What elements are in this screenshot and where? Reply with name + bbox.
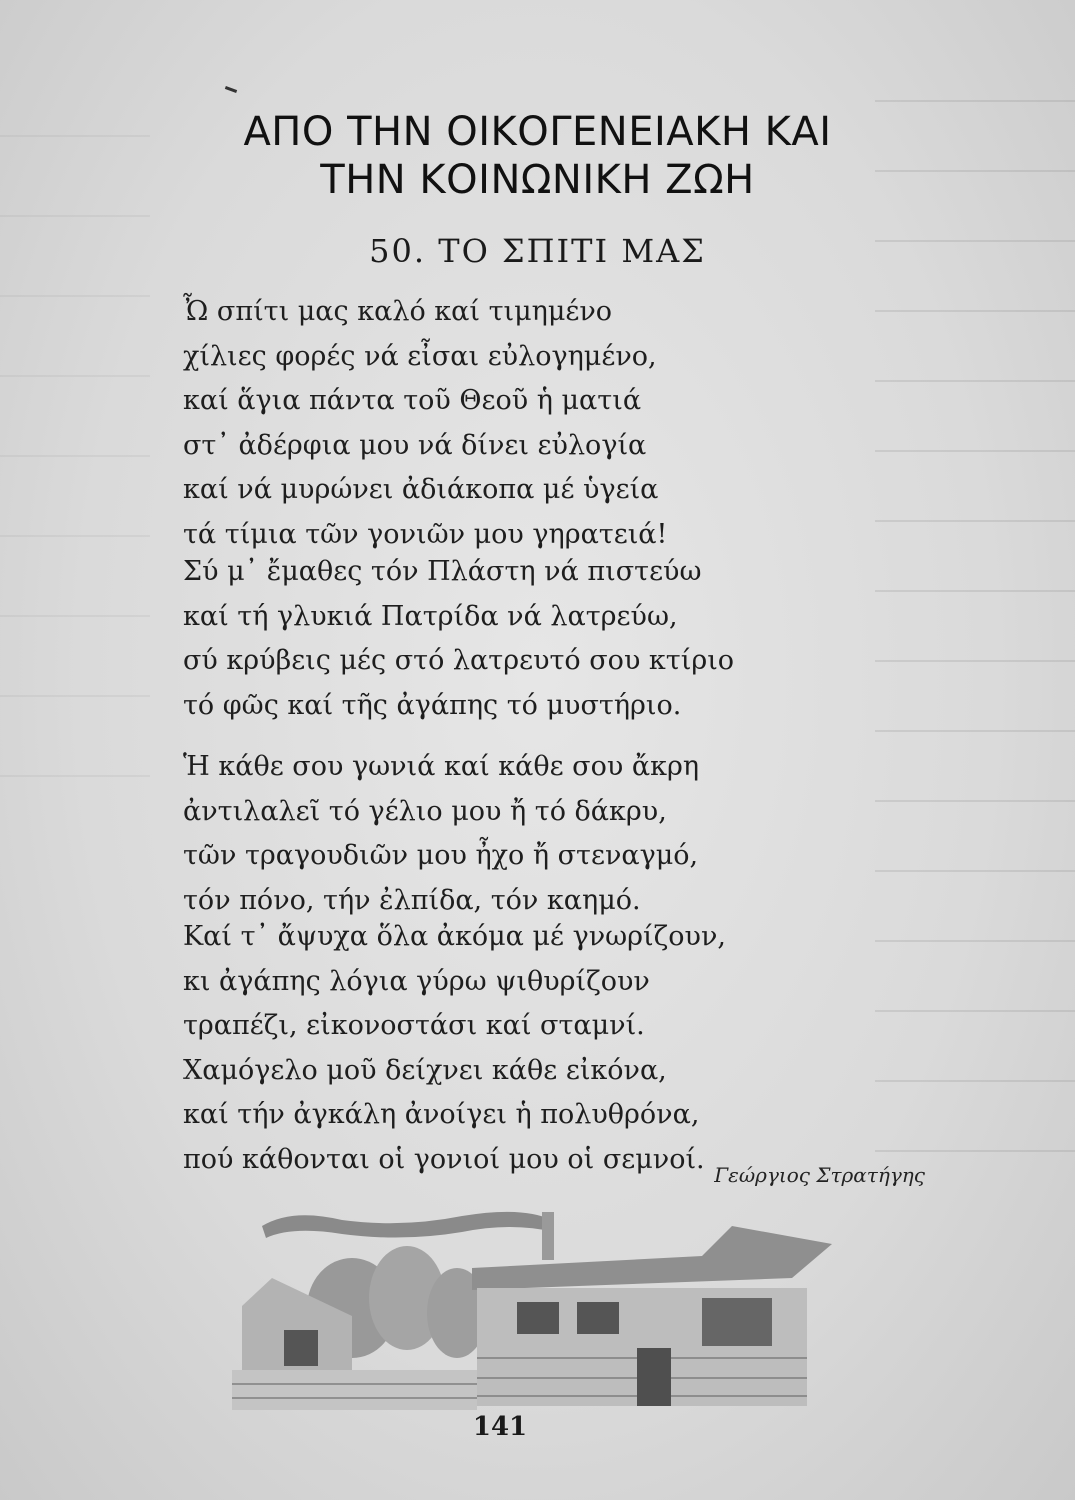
poem-line: καί ἅγια πάντα τοῦ Θεοῦ ἡ ματιά	[183, 385, 642, 416]
stanza-4	[183, 915, 803, 1182]
poem-line: τραπέζι, εἰκονοστάσι καί σταμνί.	[183, 1010, 645, 1041]
poem-line: σύ κρύβεις μές στό λατρευτό σου κτίριο	[183, 645, 735, 676]
section-title	[150, 108, 925, 204]
stanza-1	[183, 290, 803, 557]
poem-line: Καί τ᾿ ἄψυχα ὅλα ἀκόμα μέ γνωρίζουν,	[183, 921, 726, 952]
stanza-2	[183, 550, 803, 728]
stanza-3	[183, 745, 803, 923]
poem-line: ἀντιλαλεῖ τό γέλιο μου ἤ τό δάκρυ,	[183, 795, 667, 827]
show-through-text-left	[0, 90, 150, 850]
poem-line: καί τή γλυκιά Πατρίδα νά λατρεύω,	[183, 600, 678, 632]
poem-line: τόν πόνο, τήν ἐλπίδα, τόν καημό.	[183, 884, 641, 916]
poem-line: τά τίμια τῶν γονιῶν μου γηρατειά!	[183, 518, 668, 550]
ink-mark	[225, 86, 237, 93]
poem-line: καί τήν ἀγκάλη ἀνοίγει ἡ πολυθρόνα,	[183, 1099, 700, 1130]
poem-line: Ἡ κάθε σου γωνιά καί κάθε σου ἄκρη	[183, 751, 700, 782]
poem-title: 50. ΤΟ ΣΠΙΤΙ ΜΑΣ	[369, 232, 706, 270]
poem-line: καί νά μυρώνει ἀδιάκοπα μέ ὑγεία	[183, 474, 659, 505]
page-number: 141	[472, 1412, 528, 1442]
section-title-line-1: ΑΠΟ ΤΗΝ ΟΙΚΟΓΕΝΕΙΑΚΗ ΚΑΙ	[243, 109, 832, 155]
poem-line: στ᾿ ἀδέρφια μου νά δίνει εὐλογία	[183, 429, 647, 461]
poem-line: τό φῶς καί τῆς ἀγάπης τό μυστήριο.	[183, 689, 682, 721]
poem-line: Χαμόγελο μοῦ δείχνει κάθε εἰκόνα,	[183, 1054, 667, 1086]
poem-line: Σύ μ᾿ ἔμαθες τόν Πλάστη νά πιστεύω	[183, 556, 702, 587]
section-title-line-2: ΤΗΝ ΚΟΙΝΩΝΙΚΗ ΖΩΗ	[320, 157, 755, 203]
poem-line: κι ἀγάπης λόγια γύρω ψιθυρίζουν	[183, 965, 650, 997]
poem-line: Ὦ σπίτι μας καλό καί τιμημένο	[183, 296, 613, 327]
poem-author: Γεώργιος Στρατήγης	[714, 1163, 925, 1187]
poem-line: χίλιες φορές νά εἶσαι εὐλογημένο,	[183, 340, 657, 372]
poem-line: τῶν τραγουδιῶν μου ἦχο ἤ στεναγμό,	[183, 840, 699, 871]
house-illustration	[232, 1198, 852, 1418]
poem-line: πού κάθονται οἱ γονιοί μου οἱ σεμνοί.	[183, 1143, 705, 1175]
